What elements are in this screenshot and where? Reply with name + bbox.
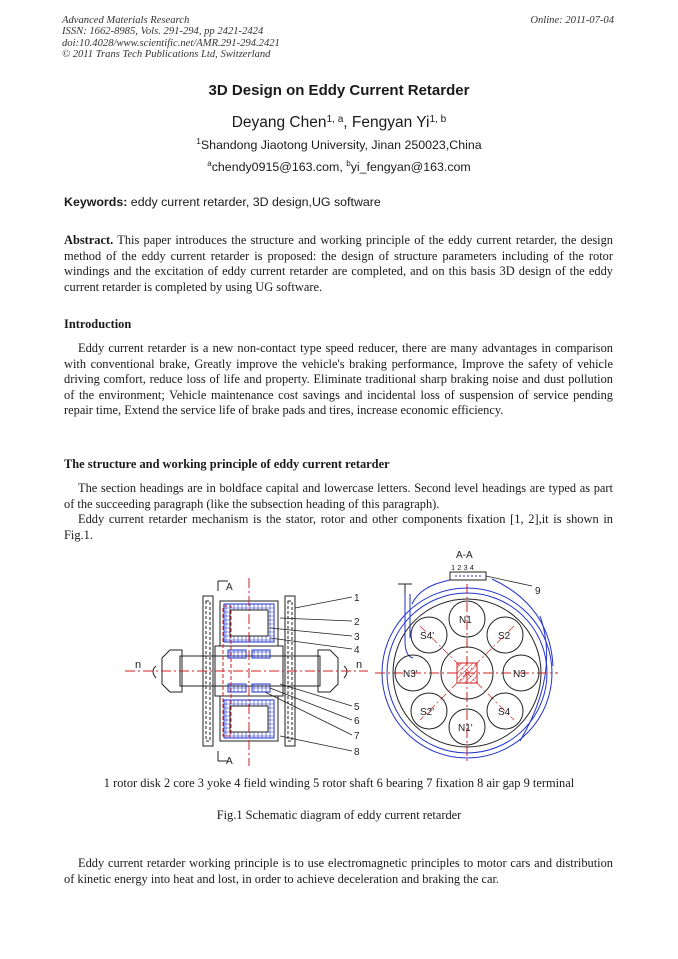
callout-2: 2	[354, 617, 360, 628]
section-label: A-A	[456, 550, 473, 561]
rotation-right: n	[356, 659, 363, 671]
section-view	[375, 550, 558, 764]
author-sep: ,	[343, 114, 352, 131]
introduction-paragraph: Eddy current retarder is a new non-contact type speed reducer, there are many advantages in comparison with conventional brake, Greatly improve the vehicle's braking performance, Improve the safety of vehicle driving comfort, reduce loss of life and property. Eliminate traditional sharp braking noise and dust pollution of the environment; Vehicle maintenance cost savings and incidental loss of suspension of service pending repair time, Extend the service life of brake pads and tires, increase economic efficiency.	[64, 341, 613, 417]
rotation-left: n	[135, 659, 142, 671]
journal-metadata	[62, 15, 280, 60]
figure-caption: Fig.1 Schematic diagram of eddy current retarder	[216, 808, 462, 822]
author-1-sup: 1, a	[326, 114, 344, 125]
cut-label-bottom: A	[226, 756, 233, 767]
pole-s4: S4	[498, 707, 511, 718]
affiliation-text: Shandong Jiaotong University, Jinan 250023,China	[200, 138, 482, 152]
email-b[interactable]: yi_fengyan@163.com	[350, 160, 471, 174]
paper-title: 3D Design on Eddy Current Retarder	[208, 82, 470, 99]
pole-n1-prime: N1'	[458, 723, 473, 734]
keywords-text: eddy current retarder, 3D design,UG software	[127, 195, 381, 209]
abstract	[64, 233, 613, 295]
author-2: Fengyan Yi	[351, 114, 430, 131]
online-date: Online: 2011-07-04	[530, 15, 614, 26]
email-line	[0, 160, 678, 174]
figure-legend: 1 rotor disk 2 core 3 yoke 4 field winding 5 rotor shaft 6 bearing 7 fixation 8 air gap 9 terminal	[103, 776, 575, 790]
journal-name: Advanced Materials Research	[62, 15, 190, 26]
author-1: Deyang Chen	[231, 114, 327, 131]
side-view	[125, 578, 368, 767]
introduction-heading: Introduction	[64, 317, 132, 331]
callout-3: 3	[354, 632, 360, 643]
pole-n1: N1	[459, 615, 472, 626]
callout-5: 5	[354, 702, 360, 713]
cut-label-top: A	[226, 582, 233, 593]
keywords-label: Keywords:	[64, 195, 128, 209]
affiliation	[0, 138, 678, 152]
email-b-sup: b	[346, 159, 351, 168]
issn-line: ISSN: 1662-8985, Vols. 291-294, pp 2421-2424	[62, 26, 264, 38]
terminal-numbers: 1 2 3 4	[451, 563, 474, 572]
callout-4: 4	[354, 645, 360, 656]
structure-paragraph-1: The section headings are in boldface capital and lowercase letters. Second level headings are typed as part of the succeeding paragraph (like the subsection heading of this paragraph).	[64, 481, 613, 511]
pole-n3: N3	[513, 669, 526, 680]
email-a[interactable]: chendy0915@163.com	[211, 160, 340, 174]
author-2-sup: 1, b	[429, 114, 447, 125]
callout-1: 1	[354, 593, 360, 604]
pole-s4-prime: S4'	[420, 631, 435, 642]
callout-8: 8	[354, 747, 360, 758]
abstract-text: This paper introduces the structure and working principle of the eddy current retarder, the design method of the eddy current retarder is proposed: the design of structure parameters including of the rotor windings and the excitation of eddy current retarder are completed, and on this basis 3D design of the eddy current retarder is completed by using UG software.	[64, 233, 613, 294]
pole-n3-prime: N3'	[403, 669, 418, 680]
copyright-line: © 2011 Trans Tech Publications Ltd, Switzerland	[62, 48, 271, 60]
abstract-label: Abstract.	[64, 233, 114, 247]
keywords	[64, 195, 381, 209]
author-line	[0, 114, 678, 132]
affiliation-sup: 1	[196, 137, 201, 146]
pole-s2: S2	[498, 631, 511, 642]
callout-9: 9	[535, 586, 541, 597]
structure-paragraph-2: Eddy current retarder mechanism is the stator, rotor and other components fixation [1, 2],it is shown in Fig.1.	[64, 512, 613, 542]
retarder-schematic	[120, 546, 560, 772]
doi-line: doi:10.4028/www.scientific.net/AMR.291-294.2421	[62, 37, 280, 49]
email-a-sup: a	[207, 159, 212, 168]
callout-7: 7	[354, 731, 360, 742]
working-principle-paragraph: Eddy current retarder working principle is to use electromagnetic principles to motor cars and distribution of kinetic energy into heat and lost, in order to achieve deceleration and braking the car.	[64, 856, 613, 886]
structure-heading: The structure and working principle of eddy current retarder	[64, 457, 390, 471]
email-sep: ,	[339, 160, 347, 174]
callout-6: 6	[354, 716, 360, 727]
pole-s2-prime: S2'	[420, 707, 435, 718]
